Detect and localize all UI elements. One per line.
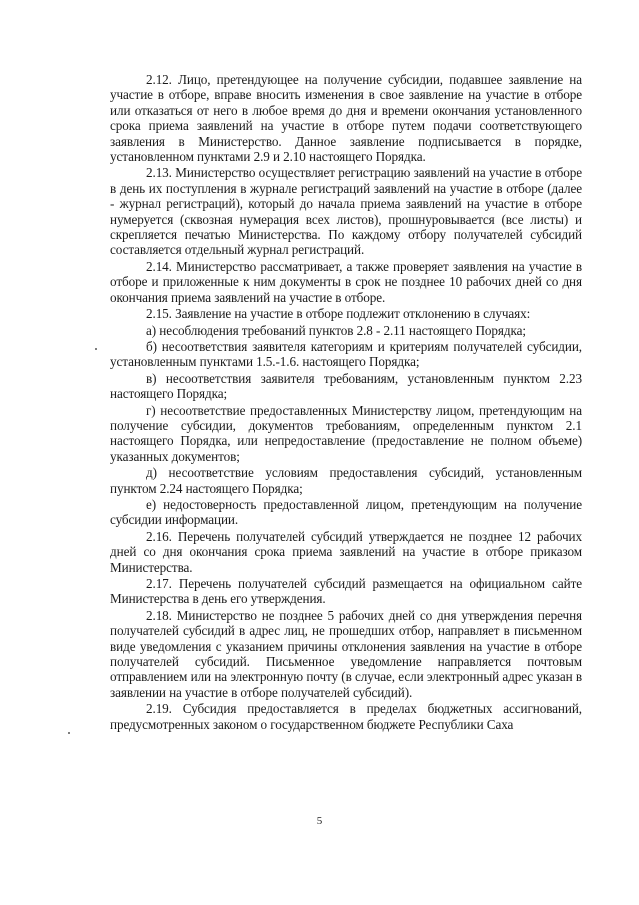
document-body	[110, 72, 582, 733]
paragraph-2-17: 2.17. Перечень получателей субсидий размещается на официальном сайте Министерства в день его утверждения.	[110, 576, 582, 607]
paragraph-2-15: 2.15. Заявление на участие в отборе подлежит отклонению в случаях:	[146, 306, 531, 322]
page-number: 5	[316, 815, 323, 827]
paragraph-2-12: 2.12. Лицо, претендующее на получение субсидии, подавшее заявление на участие в отборе, вправе вносить изменения в свое заявление на участие в отборе или отказаться от него в любое время до дня и времени окончания установленного срока приема заявлений на участие в отборе путем подачи соответствующего заявления в Министерство. Данное заявление подписывается в порядке, установленном пунктами 2.9 и 2.10 настоящего Порядка.	[110, 72, 582, 165]
paragraph-2-13: 2.13. Министерство осуществляет регистрацию заявлений на участие в отборе в день их поступления в журнале регистраций заявлений на участие в отборе (далее - журнал регистраций), который до начала приема заявлений на участие в отборе нумеруется (сквозная нумерация всех листов), прошнуровывается (все листы) и скрепляется печатью Министерства. По каждому отбору получателей субсидий составляется отдельный журнал регистраций.	[110, 165, 582, 258]
scan-speck	[68, 732, 70, 734]
paragraph-2-15-v: в) несоответствия заявителя требованиям, установленным пунктом 2.23 настоящего Порядка;	[110, 370, 582, 402]
paragraph-2-15-a: а) несоблюдения требований пунктов 2.8 - 2.11 настоящего Порядка;	[146, 322, 526, 338]
paragraph-2-15-g: г) несоответствие предоставленных Министерству лицом, претендующим на получение субсидии, документов требованиям, определенным пунктом 2.1 настоящего Порядка, или непредоставление (предоставление не полном объеме) указанных документов;	[110, 402, 582, 464]
paragraph-2-19: 2.19. Субсидия предоставляется в пределах бюджетных ассигнований, предусмотренных законом о государственном бюджете Республики Саха	[110, 701, 582, 732]
paragraph-2-15-b: б) несоответствия заявителя категориям и критериям получателей субсидии, установленным пунктами 1.5.-1.6. настоящего Порядка;	[110, 338, 582, 370]
paragraph-2-15-d: д) несоответствие условиям предоставления субсидий, установленным пунктом 2.24 настоящего Порядка;	[110, 465, 582, 496]
paragraph-2-16: 2.16. Перечень получателей субсидий утверждается не позднее 12 рабочих дней со дня окончания срока приема заявлений на участие в отборе приказом Министерства.	[110, 528, 582, 575]
paragraph-2-18: 2.18. Министерство не позднее 5 рабочих дней со дня утверждения перечня получателей субсидий в адрес лиц, не прошедших отбор, направляет в письменном виде уведомления с указанием причины отклонения заявления на участие в отборе получателей субсидий. Письменное уведомление направляется почтовым отправлением или на электронную почту (в случае, если электронный адрес указан в заявлении на участие в отборе получателей субсидий).	[110, 607, 582, 700]
paragraph-2-14: 2.14. Министерство рассматривает, а также проверяет заявления на участие в отборе и приложенные к ним документы в срок не позднее 10 рабочих дней со дня окончания приема заявлений на участие в отборе.	[110, 258, 582, 305]
scan-speck	[95, 348, 97, 350]
paragraph-2-15-e: е) недостоверность предоставленной лицом, претендующим на получение субсидии информации.	[110, 496, 582, 528]
